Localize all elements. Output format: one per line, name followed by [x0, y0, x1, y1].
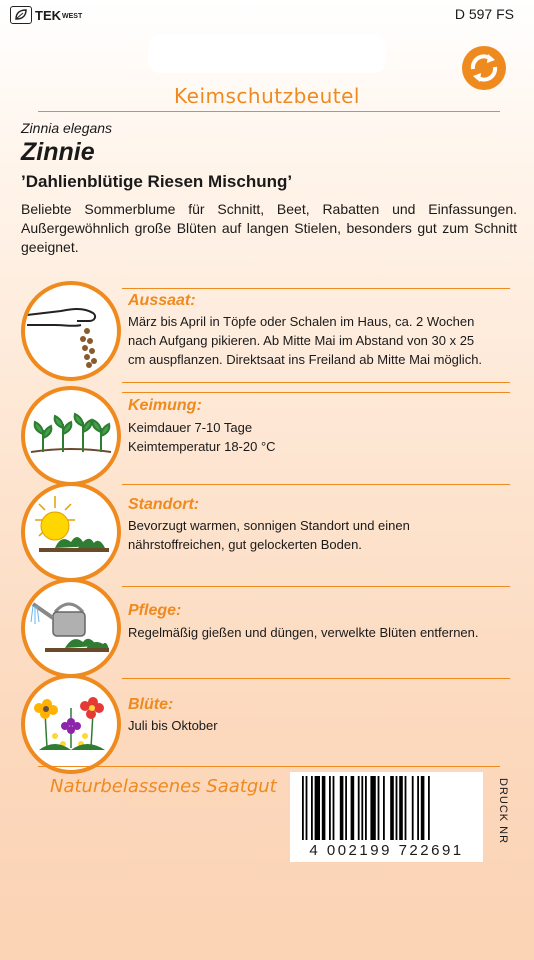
section-text-standort: Bevorzugt warmen, sonnigen Standort und einen nährstoffreichen, gut gelockerten Boden. [128, 518, 410, 552]
divider [122, 382, 510, 383]
barcode-bar [383, 776, 385, 840]
divider [122, 484, 510, 485]
barcode-bar [399, 776, 403, 840]
barcode-bar [396, 776, 398, 840]
barcode-bar [412, 776, 414, 840]
barcode-bar [378, 776, 380, 840]
barcode-bar [390, 776, 394, 840]
brand-name: TEK [35, 7, 61, 23]
barcode-bar [428, 776, 430, 840]
barcode-bars [302, 776, 472, 842]
section-title-pflege: Pflege: [128, 602, 182, 619]
watering-can-icon [21, 578, 121, 678]
brand-suffix: WEST [62, 13, 83, 20]
barcode-bar [405, 776, 407, 840]
barcode-number: 4 002199 722691 [309, 842, 464, 859]
section-text-keimung-2: Keimtemperatur 18-20 °C [128, 439, 276, 454]
barcode-bar [370, 776, 375, 840]
divider [122, 678, 510, 679]
section-text-aussaat: März bis April in Töpfe oder Schalen im Haus, ca. 2 Wochen nach Aufgang pikieren. Ab Mitte Mai im Abstand von 30 x 25 cm auspflanzen. Direktsaat ins Freiland ab Mitte Mai möglich. [128, 314, 483, 367]
page-title: Zinnie [21, 138, 95, 166]
section-title-bluete: Blüte: [128, 696, 174, 713]
barcode-bar [340, 776, 344, 840]
description: Beliebte Sommerblume für Schnitt, Beet, Rabatten und Einfassungen. Außergewöhnlich große Blüten auf langen Stielen, besonders gut zum Schnitt geeignet. [21, 201, 517, 255]
brand-logo [10, 6, 82, 24]
barcode-bar [361, 776, 363, 840]
barcode-bar [345, 776, 347, 840]
barcode-bar [302, 776, 304, 840]
barcode-bar [329, 776, 331, 840]
section-text-keimung-1: Keimdauer 7-10 Tage [128, 420, 253, 435]
print-number-label: DRUCK NR [497, 778, 509, 845]
barcode [290, 772, 483, 862]
barcode-bar [311, 776, 313, 840]
label-field [148, 35, 386, 73]
barcode-bar [417, 776, 419, 840]
section-text-pflege: Regelmäßig gießen und düngen, verwelkte Blüten entfernen. [128, 625, 479, 640]
sun-icon [21, 482, 121, 582]
barcode-bar [306, 776, 308, 840]
latin-name: Zinnia elegans [21, 120, 113, 136]
barcode-bar [322, 776, 326, 840]
variety-name: ’Dahlienblütige Riesen Mischung’ [21, 172, 293, 191]
barcode-bar [365, 776, 367, 840]
leaf-icon [10, 6, 32, 24]
section-title-keimung: Keimung: [128, 397, 202, 414]
barcode-bar [351, 776, 355, 840]
divider [122, 288, 510, 289]
barcode-bar [315, 776, 320, 840]
divider [122, 586, 510, 587]
sowing-hand-icon [21, 281, 121, 381]
section-title-aussaat: Aussaat: [128, 292, 196, 309]
divider [38, 111, 500, 112]
divider [122, 392, 510, 393]
section-title-standort: Standort: [128, 496, 200, 513]
barcode-bar [358, 776, 360, 840]
packet-type: Keimschutzbeutel [174, 84, 360, 108]
divider [38, 766, 500, 767]
product-code: D 597 FS [454, 6, 514, 22]
section-text-bluete: Juli bis Oktober [128, 718, 218, 733]
flowers-icon [21, 674, 121, 774]
barcode-bar [333, 776, 335, 840]
barcode-bar [421, 776, 425, 840]
tagline: Naturbelassenes Saatgut [50, 776, 277, 797]
seedlings-icon [21, 386, 121, 486]
